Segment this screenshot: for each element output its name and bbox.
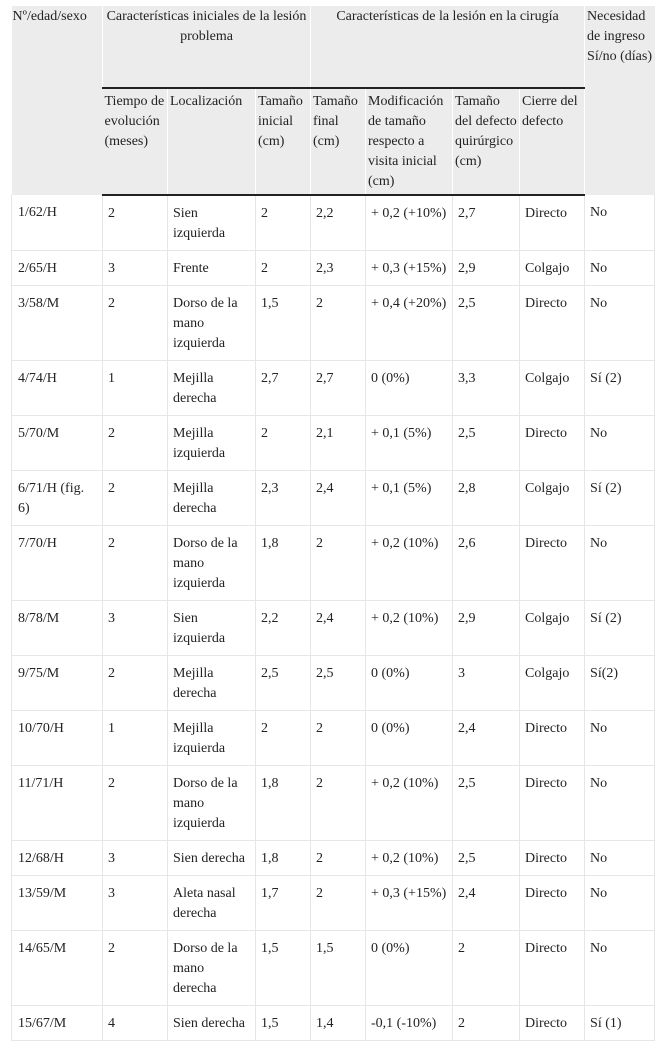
- header-group-initial: Características iniciales de la lesión problema: [103, 6, 311, 88]
- header-group-surgery: Características de la lesión en la cirugía: [311, 6, 585, 88]
- cell-id-age-sex: 7/70/H: [12, 526, 103, 601]
- cell-id-age-sex: 3/58/M: [12, 286, 103, 361]
- data-table: [11, 6, 655, 1041]
- cell-defect-size: 2,5: [453, 286, 520, 361]
- cell-final-size: 1,4: [311, 1006, 366, 1041]
- header-admission: Necesidad de ingreso Sí/no (días): [585, 6, 655, 195]
- cell-defect-closure: Colgajo: [520, 251, 585, 286]
- cell-id-age-sex: 9/75/M: [12, 656, 103, 711]
- cell-defect-closure: Directo: [520, 931, 585, 1006]
- header-size-change: Modificación de tamaño respecto a visita inicial (cm): [366, 88, 453, 195]
- cell-defect-closure: Directo: [520, 766, 585, 841]
- table-row: [12, 286, 655, 361]
- header-initial-size: Tamaño inicial (cm): [256, 88, 311, 195]
- cell-location: Frente: [168, 251, 256, 286]
- cell-defect-size: 2,8: [453, 471, 520, 526]
- cell-evolution-time: 2: [103, 471, 168, 526]
- table-row: [12, 471, 655, 526]
- cell-location: Mejilla derecha: [168, 656, 256, 711]
- cell-admission: No: [585, 195, 655, 251]
- cell-size-change: 0 (0%): [366, 711, 453, 766]
- cell-final-size: 2,5: [311, 656, 366, 711]
- cell-id-age-sex: 12/68/H: [12, 841, 103, 876]
- table-row: [12, 601, 655, 656]
- cell-defect-closure: Directo: [520, 286, 585, 361]
- table-row: [12, 416, 655, 471]
- cell-defect-size: 2,5: [453, 841, 520, 876]
- cell-location: Sien izquierda: [168, 195, 256, 251]
- cell-id-age-sex: 15/67/M: [12, 1006, 103, 1041]
- cell-admission: Sí(2): [585, 656, 655, 711]
- cell-defect-closure: Colgajo: [520, 471, 585, 526]
- cell-location: Dorso de la mano izquierda: [168, 286, 256, 361]
- cell-size-change: 0 (0%): [366, 931, 453, 1006]
- table-row: [12, 931, 655, 1006]
- table-row: [12, 841, 655, 876]
- cell-initial-size: 2,5: [256, 656, 311, 711]
- cell-evolution-time: 4: [103, 1006, 168, 1041]
- cell-initial-size: 2: [256, 251, 311, 286]
- cell-location: Dorso de la mano izquierda: [168, 526, 256, 601]
- cell-admission: No: [585, 766, 655, 841]
- cell-id-age-sex: 1/62/H: [12, 195, 103, 251]
- cell-final-size: 1,5: [311, 931, 366, 1006]
- cell-initial-size: 2: [256, 195, 311, 251]
- cell-defect-size: 2: [453, 931, 520, 1006]
- cell-final-size: 2,4: [311, 601, 366, 656]
- header-defect-closure: Cierre del defecto: [520, 88, 585, 195]
- cell-size-change: + 0,4 (+20%): [366, 286, 453, 361]
- cell-size-change: + 0,2 (+10%): [366, 195, 453, 251]
- cell-evolution-time: 2: [103, 526, 168, 601]
- cell-evolution-time: 2: [103, 931, 168, 1006]
- cell-defect-size: 2,9: [453, 251, 520, 286]
- cell-evolution-time: 2: [103, 766, 168, 841]
- cell-location: Mejilla derecha: [168, 471, 256, 526]
- cell-evolution-time: 2: [103, 195, 168, 251]
- cell-initial-size: 1,5: [256, 931, 311, 1006]
- header-final-size: Tamaño final (cm): [311, 88, 366, 195]
- cell-id-age-sex: 4/74/H: [12, 361, 103, 416]
- cell-final-size: 2: [311, 286, 366, 361]
- cell-id-age-sex: 11/71/H: [12, 766, 103, 841]
- cell-initial-size: 2: [256, 416, 311, 471]
- cell-id-age-sex: 2/65/H: [12, 251, 103, 286]
- cell-defect-size: 2,5: [453, 766, 520, 841]
- cell-defect-closure: Directo: [520, 1006, 585, 1041]
- cell-location: Dorso de la mano izquierda: [168, 766, 256, 841]
- cell-evolution-time: 3: [103, 841, 168, 876]
- cell-admission: No: [585, 711, 655, 766]
- cell-initial-size: 2: [256, 711, 311, 766]
- cell-final-size: 2: [311, 711, 366, 766]
- cell-size-change: + 0,3 (+15%): [366, 251, 453, 286]
- cell-defect-size: 2,7: [453, 195, 520, 251]
- cell-defect-closure: Colgajo: [520, 656, 585, 711]
- cell-id-age-sex: 6/71/H (fig. 6): [12, 471, 103, 526]
- cell-evolution-time: 1: [103, 361, 168, 416]
- header-id-age-sex: Nº/edad/sexo: [12, 6, 103, 195]
- cell-size-change: 0 (0%): [366, 361, 453, 416]
- cell-initial-size: 1,8: [256, 766, 311, 841]
- cell-admission: No: [585, 841, 655, 876]
- cell-initial-size: 1,7: [256, 876, 311, 931]
- table-body: [12, 195, 655, 1041]
- table-header: [12, 6, 655, 195]
- cell-final-size: 2,3: [311, 251, 366, 286]
- cell-final-size: 2,4: [311, 471, 366, 526]
- cell-id-age-sex: 8/78/M: [12, 601, 103, 656]
- cell-id-age-sex: 13/59/M: [12, 876, 103, 931]
- cell-admission: Sí (1): [585, 1006, 655, 1041]
- cell-evolution-time: 2: [103, 656, 168, 711]
- cell-size-change: 0 (0%): [366, 656, 453, 711]
- cell-evolution-time: 3: [103, 601, 168, 656]
- cell-defect-closure: Directo: [520, 711, 585, 766]
- cell-admission: No: [585, 526, 655, 601]
- cell-defect-closure: Colgajo: [520, 601, 585, 656]
- cell-initial-size: 2,7: [256, 361, 311, 416]
- cell-defect-closure: Directo: [520, 526, 585, 601]
- cell-admission: No: [585, 931, 655, 1006]
- cell-size-change: + 0,2 (10%): [366, 526, 453, 601]
- cell-evolution-time: 3: [103, 251, 168, 286]
- table-row: [12, 526, 655, 601]
- cell-size-change: + 0,2 (10%): [366, 841, 453, 876]
- table-row: [12, 766, 655, 841]
- cell-evolution-time: 2: [103, 286, 168, 361]
- cell-size-change: -0,1 (-10%): [366, 1006, 453, 1041]
- cell-initial-size: 2,2: [256, 601, 311, 656]
- cell-final-size: 2,7: [311, 361, 366, 416]
- cell-location: Dorso de la mano derecha: [168, 931, 256, 1006]
- cell-evolution-time: 3: [103, 876, 168, 931]
- cell-admission: Sí (2): [585, 471, 655, 526]
- cell-defect-size: 2,4: [453, 876, 520, 931]
- table-row: [12, 1006, 655, 1041]
- cell-admission: No: [585, 251, 655, 286]
- cell-id-age-sex: 14/65/M: [12, 931, 103, 1006]
- cell-admission: No: [585, 876, 655, 931]
- cell-location: Mejilla derecha: [168, 361, 256, 416]
- cell-final-size: 2: [311, 841, 366, 876]
- cell-size-change: + 0,1 (5%): [366, 471, 453, 526]
- cell-size-change: + 0,2 (10%): [366, 766, 453, 841]
- cell-final-size: 2: [311, 766, 366, 841]
- cell-defect-closure: Colgajo: [520, 361, 585, 416]
- cell-id-age-sex: 10/70/H: [12, 711, 103, 766]
- cell-initial-size: 1,8: [256, 526, 311, 601]
- cell-defect-closure: Directo: [520, 876, 585, 931]
- cell-final-size: 2: [311, 526, 366, 601]
- cell-location: Mejilla izquierda: [168, 416, 256, 471]
- cell-size-change: + 0,3 (+15%): [366, 876, 453, 931]
- table-row: [12, 361, 655, 416]
- cell-final-size: 2,1: [311, 416, 366, 471]
- cell-admission: No: [585, 286, 655, 361]
- cell-defect-size: 3,3: [453, 361, 520, 416]
- cell-size-change: + 0,2 (10%): [366, 601, 453, 656]
- cell-admission: No: [585, 416, 655, 471]
- cell-defect-size: 3: [453, 656, 520, 711]
- header-defect-size: Tamaño del defecto quirúrgico (cm): [453, 88, 520, 195]
- cell-evolution-time: 2: [103, 416, 168, 471]
- header-location: Localización: [168, 88, 256, 195]
- cell-defect-size: 2,9: [453, 601, 520, 656]
- cell-initial-size: 1,8: [256, 841, 311, 876]
- cell-location: Sien izquierda: [168, 601, 256, 656]
- cell-location: Sien derecha: [168, 1006, 256, 1041]
- cell-initial-size: 1,5: [256, 1006, 311, 1041]
- cell-admission: Sí (2): [585, 361, 655, 416]
- cell-location: Sien derecha: [168, 841, 256, 876]
- cell-initial-size: 2,3: [256, 471, 311, 526]
- cell-defect-size: 2: [453, 1006, 520, 1041]
- cell-final-size: 2,2: [311, 195, 366, 251]
- header-evolution-time: Tiempo de evolución (meses): [103, 88, 168, 195]
- cell-defect-size: 2,4: [453, 711, 520, 766]
- cell-defect-size: 2,5: [453, 416, 520, 471]
- cell-defect-size: 2,6: [453, 526, 520, 601]
- data-table-container: [11, 6, 654, 1041]
- cell-location: Aleta nasal derecha: [168, 876, 256, 931]
- table-row: [12, 195, 655, 251]
- table-row: [12, 656, 655, 711]
- cell-initial-size: 1,5: [256, 286, 311, 361]
- cell-id-age-sex: 5/70/M: [12, 416, 103, 471]
- cell-location: Mejilla izquierda: [168, 711, 256, 766]
- cell-defect-closure: Directo: [520, 841, 585, 876]
- cell-size-change: + 0,1 (5%): [366, 416, 453, 471]
- cell-defect-closure: Directo: [520, 416, 585, 471]
- cell-admission: Sí (2): [585, 601, 655, 656]
- cell-evolution-time: 1: [103, 711, 168, 766]
- cell-defect-closure: Directo: [520, 195, 585, 251]
- table-row: [12, 251, 655, 286]
- table-row: [12, 876, 655, 931]
- table-row: [12, 711, 655, 766]
- cell-final-size: 2: [311, 876, 366, 931]
